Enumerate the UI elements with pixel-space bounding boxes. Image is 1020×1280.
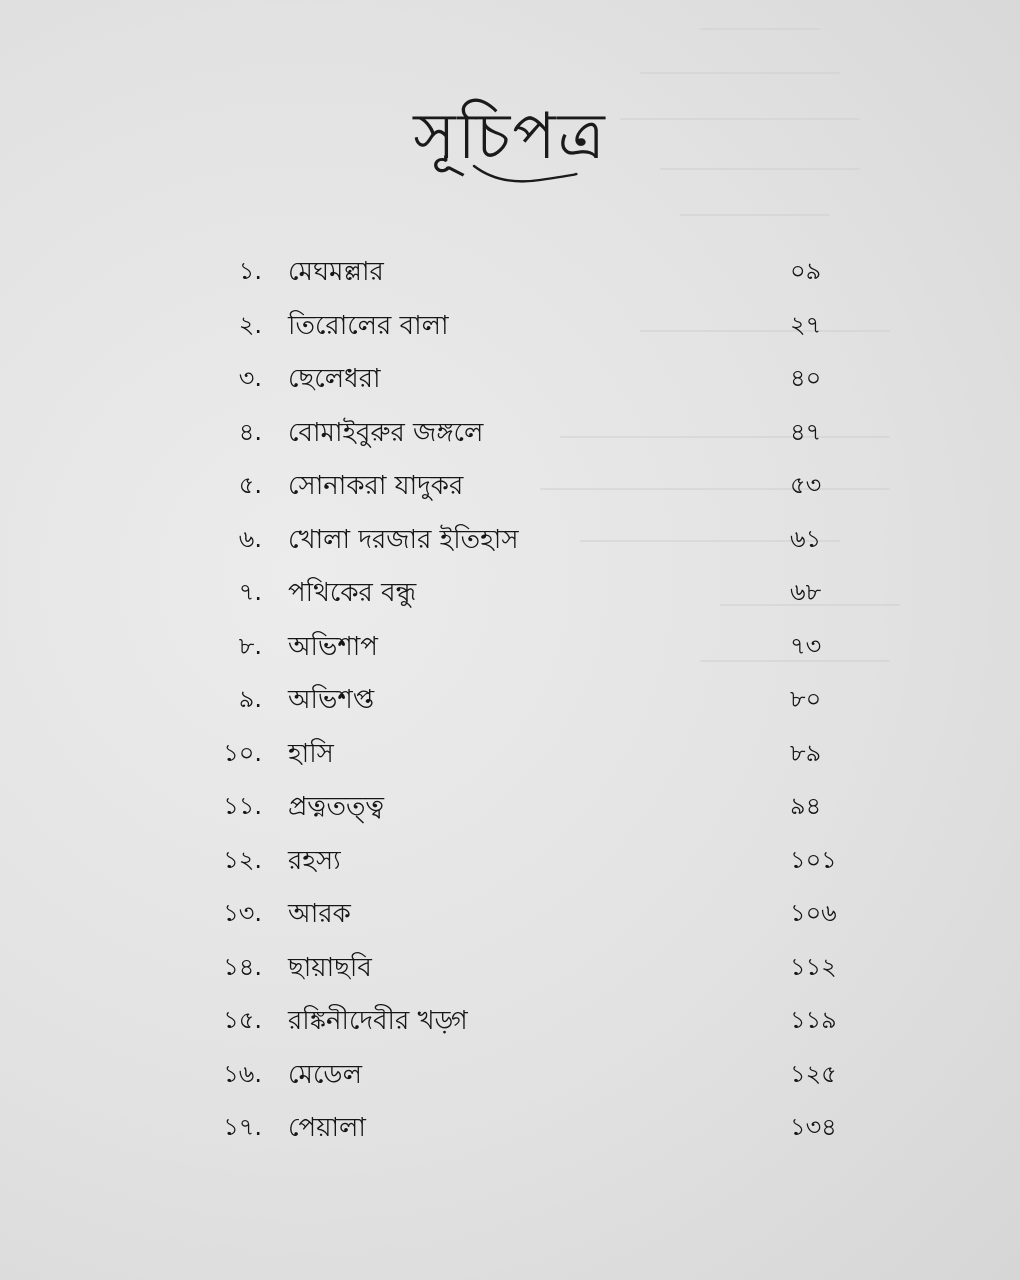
show-through-line [680, 214, 830, 216]
entry-title: মেডেল [288, 1059, 362, 1090]
entry-number: ১. [238, 257, 262, 285]
entry-number: ১২. [223, 845, 262, 874]
toc-entry [0, 673, 1020, 727]
entry-title: পেয়ালা [288, 1113, 366, 1143]
entry-number: ১৭. [223, 1113, 262, 1141]
toc-entry [0, 1101, 1020, 1155]
toc-entry [0, 459, 1020, 513]
title-flourish [470, 160, 580, 186]
toc-entry [0, 406, 1020, 460]
entry-number: ১০. [223, 738, 262, 767]
toc-entry [0, 566, 1020, 620]
toc-entry [0, 994, 1020, 1048]
toc-entry [0, 780, 1020, 834]
entry-title: মেঘমল্লার [288, 257, 384, 287]
entry-number: ৯. [238, 685, 262, 713]
entry-page-number: ৬১ [790, 524, 822, 553]
entry-number: ১১. [223, 792, 262, 820]
entry-title: ছেলেধরা [288, 364, 381, 394]
entry-page-number: ১০১ [790, 845, 837, 874]
entry-page-number: ১২৫ [790, 1059, 837, 1088]
entry-title: বোমাইবুরুর জঙ্গলে [288, 417, 484, 448]
toc-entry [0, 727, 1020, 781]
toc-entry [0, 352, 1020, 406]
entry-number: ৫. [238, 471, 262, 499]
show-through-line [700, 28, 820, 30]
entry-title: রঙ্কিনীদেবীর খড়্গ [288, 1006, 468, 1036]
toc-entry [0, 834, 1020, 888]
entry-title: অভিশাপ [288, 631, 378, 662]
toc-entry [0, 887, 1020, 941]
toc-entry [0, 299, 1020, 353]
entry-page-number: ৪০ [790, 364, 822, 392]
entry-page-number: ২৭ [790, 310, 822, 339]
entry-number: ১৪. [223, 952, 262, 981]
entry-title: রহস্য [288, 845, 341, 876]
toc-entry [0, 941, 1020, 995]
entry-page-number: ০৯ [790, 257, 822, 285]
entry-number: ৭. [238, 578, 262, 606]
entry-number: ১৩. [223, 899, 262, 927]
entry-number: ৩. [238, 364, 262, 392]
entry-page-number: ৫৩ [790, 471, 822, 499]
entry-number: ৬. [238, 524, 262, 553]
toc-entry [0, 620, 1020, 674]
toc-entry [0, 513, 1020, 567]
entry-page-number: ৪৭ [790, 417, 822, 446]
entry-title: হাসি [288, 738, 334, 769]
toc-entry [0, 1048, 1020, 1102]
entry-page-number: ৯৪ [790, 792, 822, 820]
entry-number: ৪. [238, 417, 262, 446]
entry-page-number: ৬৮ [790, 578, 822, 606]
entry-title: অভিশপ্ত [288, 685, 375, 715]
entry-title: ছায়াছবি [288, 952, 372, 983]
entry-page-number: ১০৬ [790, 899, 837, 927]
entry-title: তিরোলের বালা [288, 310, 449, 341]
show-through-line [640, 72, 840, 74]
entry-page-number: ৮০ [790, 685, 822, 713]
entry-page-number: ৭৩ [790, 631, 822, 660]
entry-number: ২. [238, 310, 262, 339]
entry-title: আরক [288, 899, 351, 929]
entry-page-number: ১১৯ [790, 1006, 837, 1034]
page-title: সূচিপত্র [413, 100, 607, 174]
entry-number: ১৫. [223, 1006, 262, 1034]
entry-page-number: ১৩৪ [790, 1113, 837, 1141]
entry-title: প্রত্নতত্ত্ব [288, 792, 384, 822]
entry-title: পথিকের বন্ধু [288, 578, 417, 608]
entry-title: খোলা দরজার ইতিহাস [288, 524, 519, 555]
entry-number: ১৬. [223, 1059, 262, 1088]
table-of-contents [0, 245, 1020, 1155]
entry-page-number: ১১২ [790, 952, 837, 981]
toc-entry [0, 245, 1020, 299]
entry-title: সোনাকরা যাদুকর [288, 471, 464, 501]
entry-number: ৮. [238, 631, 262, 660]
entry-page-number: ৮৯ [790, 738, 822, 767]
